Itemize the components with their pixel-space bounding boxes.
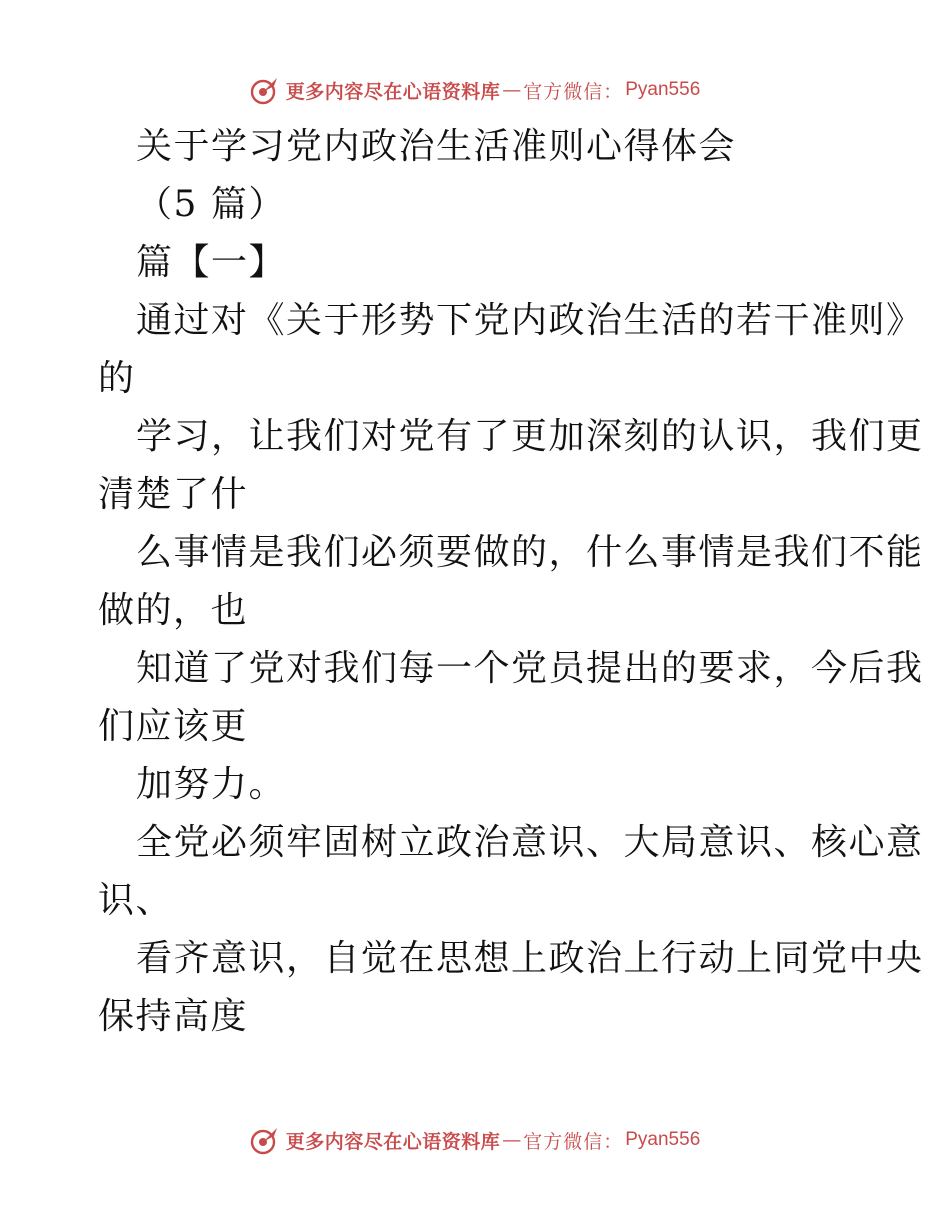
watermark-sub-text: 官方微信： [523, 1130, 624, 1153]
text-line: 看齐意识，自觉在思想上政治上行动上同党中央 [136, 938, 924, 979]
watermark-separator: — [502, 1129, 522, 1151]
text-line: （5 篇） [136, 184, 286, 225]
text-line: 关于学习党内政治生活准则心得体会 [136, 126, 737, 167]
watermark-handle: Pyan556 [625, 79, 701, 100]
text-line: 学习，让我们对党有了更加深刻的认识，我们更 [136, 416, 924, 457]
watermark-separator: — [502, 79, 522, 101]
text-line: 保持高度 [98, 996, 249, 1037]
watermark-sub-text: 官方微信： [523, 80, 624, 103]
watermark-footer [0, 1120, 950, 1160]
watermark-header [0, 70, 950, 110]
document-body [98, 118, 924, 1046]
quill-logo-icon [250, 75, 280, 105]
watermark-main-text: 更多内容尽在心语资料库 [285, 1130, 501, 1153]
text-line: 清楚了什 [98, 474, 249, 515]
text-line: 们应该更 [98, 706, 249, 747]
text-line: 做的，也 [98, 590, 249, 631]
text-line: 通过对《关于形势下党内政治生活的若干准则》 [136, 300, 924, 341]
watermark-handle: Pyan556 [625, 1129, 701, 1150]
quill-logo-icon [250, 1125, 280, 1155]
text-line: 的 [98, 358, 136, 399]
text-line: 加努力。 [136, 764, 287, 805]
text-line: 识、 [98, 880, 174, 921]
text-line: 篇【一】 [136, 242, 287, 283]
text-line: 么事情是我们必须要做的，什么事情是我们不能 [136, 532, 924, 573]
text-line: 知道了党对我们每一个党员提出的要求，今后我 [136, 648, 924, 689]
text-line: 全党必须牢固树立政治意识、大局意识、核心意 [136, 822, 924, 863]
watermark-main-text: 更多内容尽在心语资料库 [285, 80, 501, 103]
